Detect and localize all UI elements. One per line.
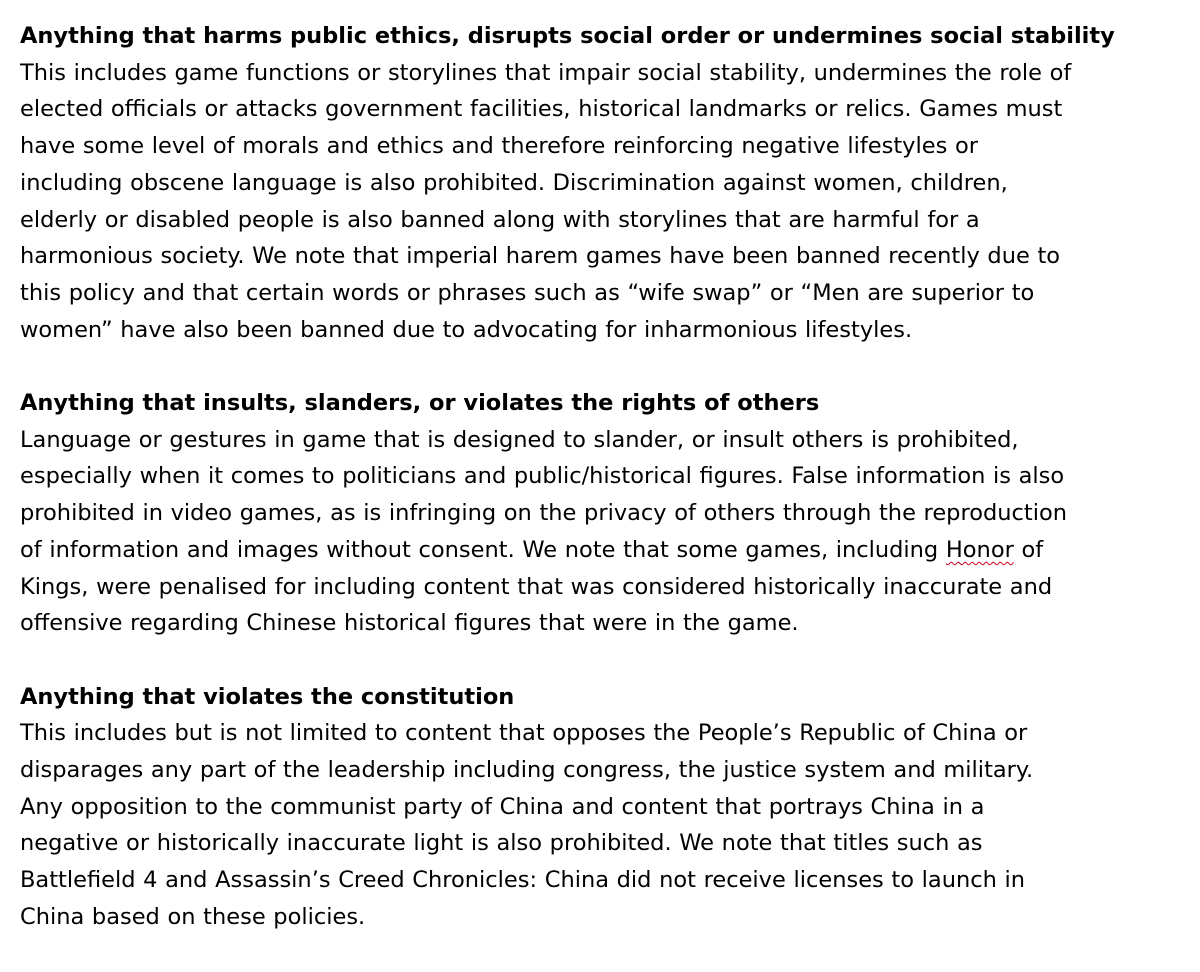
document-page [20,18,1190,972]
body-line-segment: of information and images without consent. We note that some games, including [20,536,946,563]
body-line: negative or historically inaccurate light is also prohibited. We note that titles such as [20,830,983,857]
body-line: offensive regarding Chinese historical figures that were in the game. [20,610,799,637]
body-line: including obscene language is also prohibited. Discrimination against women, children, [20,169,1008,196]
body-line: have some level of morals and ethics and therefore reinforcing negative lifestyles or [20,133,978,160]
body-line: elected officials or attacks government facilities, historical landmarks or relics. Games must [20,96,1063,123]
body-line: Any opposition to the communist party of China and content that portrays China in a [20,793,985,820]
body-line: especially when it comes to politicians and public/historical figures. False information is also [20,463,1065,490]
body-line: women” have also been banned due to advocating for inharmonious lifestyles. [20,316,913,343]
body-line: This includes game functions or storylines that impair social stability, undermines the role of [20,59,1072,86]
body-line: prohibited in video games, as is infringing on the privacy of others through the reproduction [20,500,1067,527]
body-line: Kings, were penalised for including content that was considered historically inaccurate and [20,573,1053,600]
section-heading: Anything that harms public ethics, disrupts social order or undermines social stability [20,23,1115,49]
section-constitution [20,679,1190,936]
body-line: disparages any part of the leadership including congress, the justice system and military. [20,757,1034,784]
body-line-segment: of [1013,536,1044,563]
body-line: Language or gestures in game that is designed to slander, or insult others is prohibited, [20,426,1019,453]
spellcheck-underlined-word[interactable]: Honor [945,536,1014,563]
body-line: elderly or disabled people is also banned along with storylines that are harmful for a [20,206,980,233]
section-heading: Anything that violates the constitution [20,683,515,710]
body-line: this policy and that certain words or phrases such as “wife swap” or “Men are superior to [20,279,1035,306]
body-line-with-spellcheck [20,532,1190,569]
body-line: This includes but is not limited to content that opposes the People’s Republic of China or [20,720,1028,747]
section-insults-slanders [20,385,1190,642]
body-line: Battlefield 4 and Assassin’s Creed Chronicles: China did not receive licenses to launch in [20,867,1026,894]
body-line: China based on these policies. [20,903,366,930]
section-body [20,715,1190,935]
section-public-ethics [20,18,1190,348]
body-line: harmonious society. We note that imperial harem games have been banned recently due to [20,243,1061,270]
section-heading: Anything that insults, slanders, or violates the rights of others [20,390,820,417]
section-body [20,422,1190,642]
section-body [20,55,1190,349]
